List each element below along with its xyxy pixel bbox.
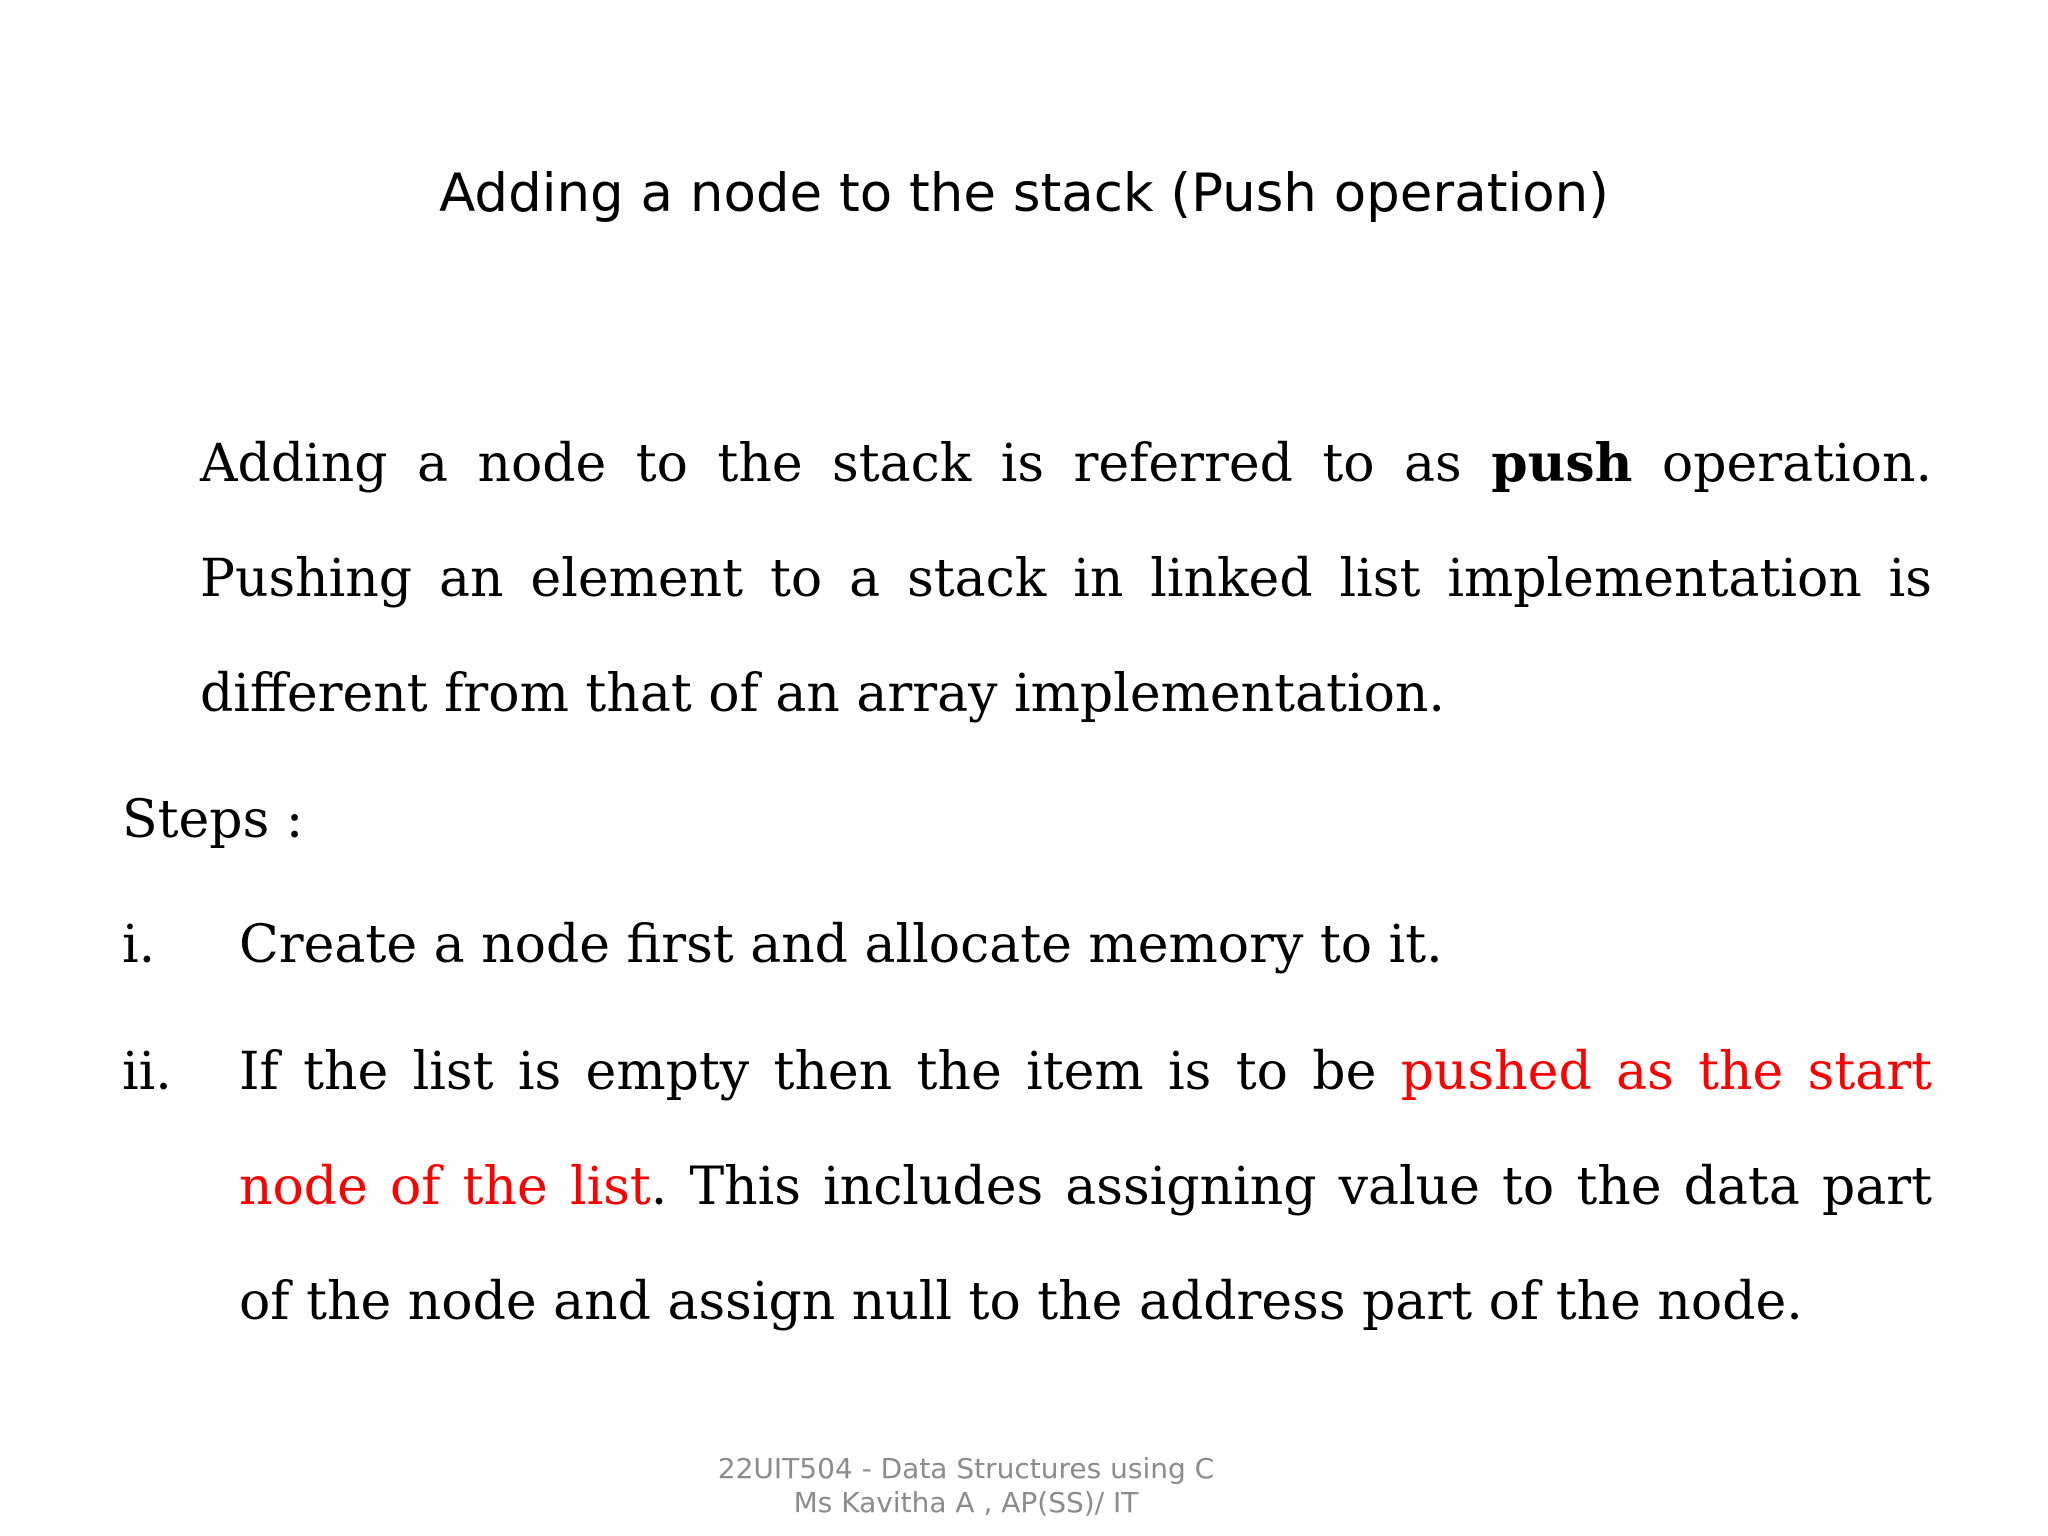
step-text-before: If the list is empty then the item is to be [239, 1042, 1401, 1102]
intro-bold-term: push [1491, 433, 1633, 494]
slide-title: Adding a node to the stack (Push operation) [439, 163, 1609, 224]
step-text [239, 1015, 1932, 1360]
step-number: ii. [122, 1042, 172, 1102]
step-text: Create a node first and allocate memory to it. [239, 915, 1443, 975]
intro-text-before: Adding a node to the stack is referred to as [200, 434, 1492, 494]
step-text-after: . This includes assigning value to the data part of the node and assign null to the address part of the node. [239, 1157, 1932, 1332]
intro-text-after: operation. Pushing an element to a stack in linked list implementation is different from that of an array implementation. [200, 434, 1933, 724]
slide-body [122, 406, 1932, 1360]
footer-author: Ms Kavitha A , AP(SS)/ IT [793, 1486, 1139, 1519]
step-item [122, 1015, 1932, 1360]
footer-course: 22UIT504 - Data Structures using C [717, 1452, 1215, 1485]
slide-footer [0, 1452, 1932, 1520]
step-highlight-text: pushed as the start node of the list [239, 1042, 1932, 1217]
step-number: i. [122, 915, 156, 975]
step-item [122, 888, 1932, 1003]
steps-heading: Steps : [122, 790, 304, 850]
intro-paragraph [200, 406, 1932, 752]
